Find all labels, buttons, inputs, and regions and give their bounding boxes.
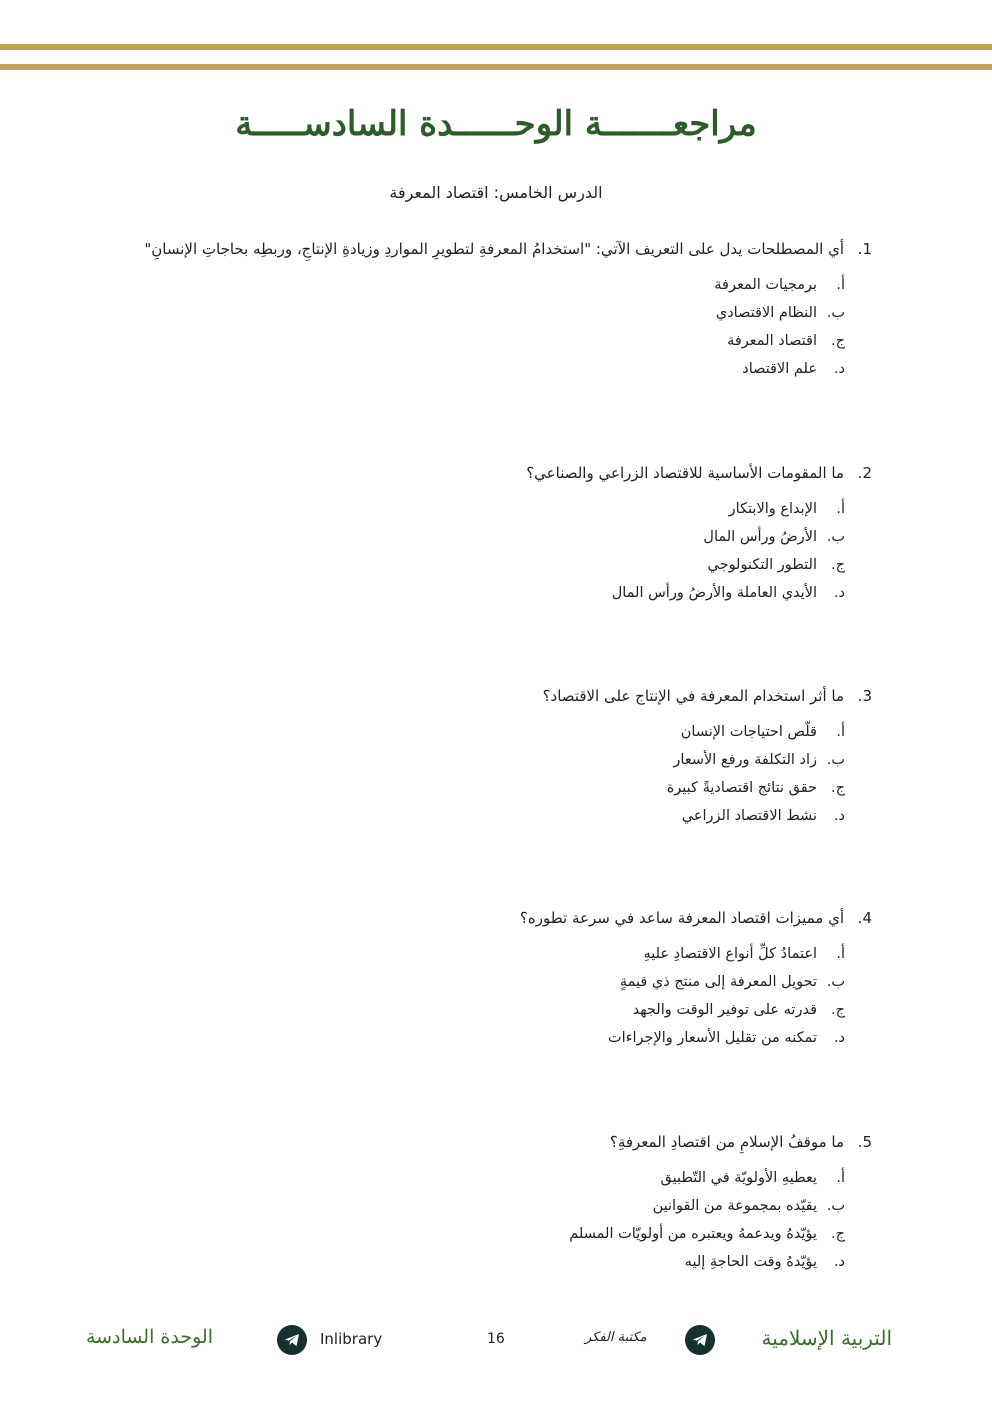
telegram-icon[interactable]	[685, 1325, 715, 1355]
option-d[interactable]	[112, 802, 845, 830]
page-number: 16	[487, 1331, 505, 1347]
option-a[interactable]	[112, 495, 845, 523]
option-c[interactable]	[112, 996, 845, 1024]
option-b[interactable]	[112, 968, 845, 996]
option-a[interactable]	[112, 718, 845, 746]
question-stem	[112, 463, 872, 483]
page-footer	[0, 1322, 992, 1362]
option-text: حقق نتائج اقتصاديةً كبيرة	[666, 780, 817, 796]
option-letter: ب.	[826, 974, 845, 990]
option-letter: أ.	[836, 724, 845, 740]
option-c[interactable]	[112, 551, 845, 579]
option-letter: أ.	[836, 501, 845, 517]
option-letter: ب.	[826, 305, 845, 321]
option-d[interactable]	[112, 1024, 845, 1052]
question-text: ما موقفُ الإسلامِ من اقتصادِ المعرفةِ؟	[609, 1133, 844, 1151]
option-letter: د.	[833, 585, 845, 601]
option-letter: د.	[833, 808, 845, 824]
option-letter: أ.	[836, 277, 845, 293]
option-a[interactable]	[112, 271, 845, 299]
option-letter: ب.	[826, 529, 845, 545]
option-letter: د.	[833, 1254, 845, 1270]
option-text: يقيّده بمجموعة من القوانين	[652, 1198, 817, 1214]
options-list	[112, 1164, 872, 1276]
option-text: يؤيّدهُ وقت الحاجةِ إليه	[684, 1254, 817, 1270]
option-letter: ج.	[831, 780, 845, 796]
option-letter: ب.	[826, 1198, 845, 1214]
option-text: يعطيهِ الأولويّة في التّطبيق	[660, 1170, 817, 1186]
question-2	[112, 463, 872, 607]
lesson-title: الدرس الخامس: اقتصاد المعرفة	[389, 183, 603, 202]
question-4	[112, 908, 872, 1052]
option-a[interactable]	[112, 940, 845, 968]
option-text: اعتمادُ كلِّ أنواع الاقتصادِ عليهِ	[643, 946, 817, 962]
question-stem	[112, 686, 872, 706]
options-list	[112, 718, 872, 830]
option-d[interactable]	[112, 1248, 845, 1276]
question-text: ما المقومات الأساسية للاقتصاد الزراعي والصناعي؟	[526, 464, 844, 482]
option-letter: د.	[833, 361, 845, 377]
top-rule	[0, 44, 992, 50]
option-text: الإبداع والابتكار	[728, 501, 817, 517]
option-text: قلّص احتياجات الإنسان	[680, 724, 817, 740]
options-list	[112, 271, 872, 383]
question-3	[112, 686, 872, 830]
option-text: التطور التكنولوجي	[707, 557, 817, 573]
option-letter: د.	[833, 1030, 845, 1046]
options-list	[112, 495, 872, 607]
question-text: ما أثر استخدام المعرفة في الإنتاج على الاقتصاد؟	[542, 687, 844, 705]
question-number: 2.	[857, 464, 872, 482]
option-text: الأرضُ ورأس المال	[703, 529, 817, 545]
option-letter: ب.	[826, 752, 845, 768]
option-text: برمجيات المعرفة	[714, 277, 817, 293]
question-number: 5.	[857, 1133, 872, 1151]
option-text: تمكنه من تقليل الأسعار والإجراءات	[608, 1030, 817, 1046]
question-stem	[112, 908, 872, 928]
top-rule-second	[0, 64, 992, 70]
option-b[interactable]	[112, 299, 845, 327]
option-c[interactable]	[112, 774, 845, 802]
footer-subject-label: التربية الإسلامية	[761, 1326, 892, 1350]
option-text: النظام الاقتصادي	[715, 305, 817, 321]
telegram-icon[interactable]	[277, 1325, 307, 1355]
option-letter: أ.	[836, 1170, 845, 1186]
question-text: أي مميزات اقتصاد المعرفة ساعد في سرعة تطوره؟	[519, 909, 844, 927]
option-a[interactable]	[112, 1164, 845, 1192]
option-c[interactable]	[112, 1220, 845, 1248]
option-text: تحويل المعرفة إلى منتج ذي قيمةٍ	[619, 974, 817, 990]
option-text: قدرته على توفير الوقت والجهد	[632, 1002, 817, 1018]
option-b[interactable]	[112, 523, 845, 551]
option-text: اقتصاد المعرفة	[727, 333, 817, 349]
option-letter: أ.	[836, 946, 845, 962]
option-c[interactable]	[112, 327, 845, 355]
option-d[interactable]	[112, 355, 845, 383]
question-number: 4.	[857, 909, 872, 927]
question-number: 1.	[857, 240, 872, 258]
option-letter: ج.	[831, 557, 845, 573]
option-d[interactable]	[112, 579, 845, 607]
option-letter: ج.	[831, 1002, 845, 1018]
footer-unit-label: الوحدة السادسة	[86, 1326, 213, 1348]
option-text: زاد التكلفة ورفع الأسعار	[673, 752, 817, 768]
question-1	[112, 239, 872, 383]
option-letter: ج.	[831, 333, 845, 349]
options-list	[112, 940, 872, 1052]
question-stem	[112, 1132, 872, 1152]
question-5	[112, 1132, 872, 1276]
option-text: يؤيّدهُ ويدعمهُ ويعتبره من أولويّات المسلم	[569, 1226, 817, 1242]
question-number: 3.	[857, 687, 872, 705]
option-b[interactable]	[112, 746, 845, 774]
question-stem	[112, 239, 872, 259]
footer-channel-logo: مكتبة الفكر	[585, 1330, 647, 1345]
question-text: أي المصطلحات يدل على التعريف الآتي: "استخدامُ المعرفةِ لتطويرِ المواردِ وزيادةِ الإنتاجِ، وربطِه بحاجاتِ الإنسانِ"	[144, 240, 844, 258]
option-letter: ج.	[831, 1226, 845, 1242]
page-title: مراجعـــــــة الوحــــــدة السادســـــة	[235, 104, 757, 144]
option-b[interactable]	[112, 1192, 845, 1220]
option-text: الأيدي العاملة والأرضُ ورأس المال	[611, 585, 817, 601]
option-text: نشط الاقتصاد الزراعي	[681, 808, 817, 824]
option-text: علم الاقتصاد	[742, 361, 817, 377]
footer-channel-link[interactable]: Inlibrary	[320, 1330, 383, 1348]
